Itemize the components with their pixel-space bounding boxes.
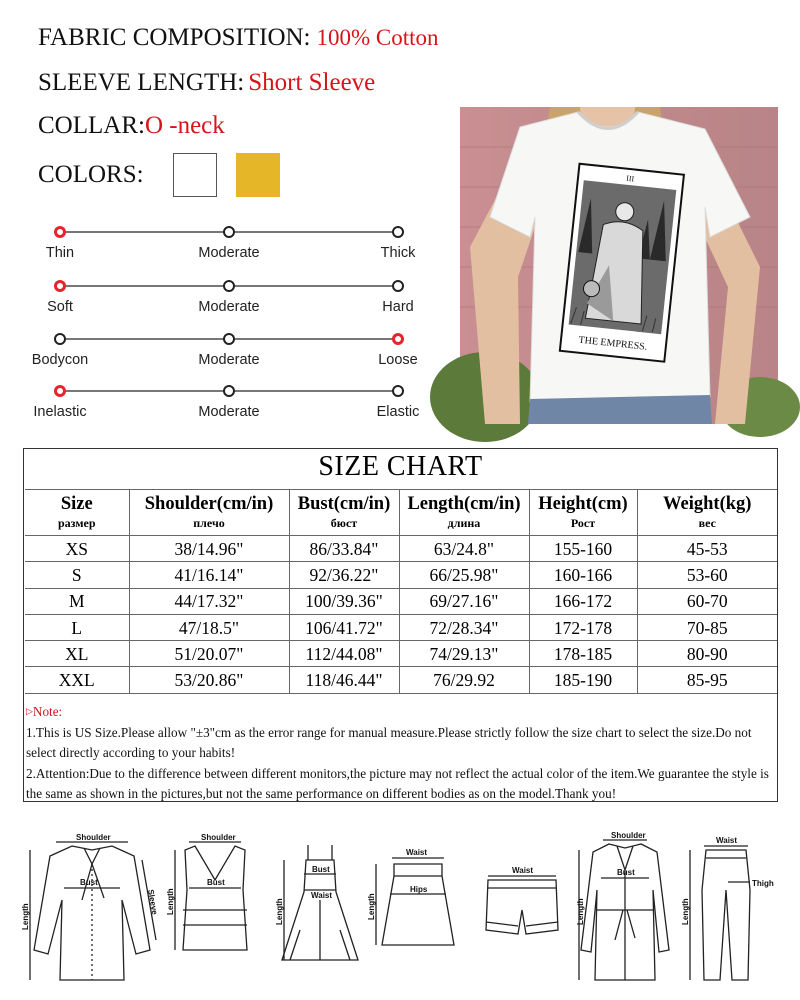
table-row — [25, 562, 777, 588]
note-line-2: 2.Attention:Due to the difference between different monitors,the picture may not reflect the actual color of the item.We guarantee the style is the same as shown in the pictures,but not the same performance on different bodies as on the model.Thank you! — [26, 765, 769, 801]
shirt-shoulder-label: Shoulder — [76, 833, 111, 842]
color-swatch-yellow[interactable] — [236, 153, 280, 197]
shirt-measure-diagram — [22, 830, 162, 990]
coat-shoulder-label: Shoulder — [611, 831, 646, 840]
pants-measure-diagram — [680, 830, 780, 1000]
cell-bust: 118/46.44" — [289, 667, 399, 693]
scale-dot-right — [392, 385, 404, 397]
scale-label-hard: Hard — [382, 299, 414, 315]
scale-label-loose: Loose — [378, 352, 418, 368]
skirt-measure-diagram — [368, 830, 468, 990]
coat-length-label: Length — [576, 898, 585, 925]
cell-shoulder: 53/20.86" — [129, 667, 289, 693]
scale-label-moderate: Moderate — [198, 352, 260, 368]
cell-length: 69/27.16" — [399, 588, 529, 614]
scale-dot-left — [54, 280, 66, 292]
table-row — [25, 536, 777, 562]
sleeve-length — [38, 69, 375, 97]
tank-measure-diagram — [165, 830, 265, 990]
header-height: Height(cm) Рост — [529, 490, 637, 536]
cell-length: 74/29.13" — [399, 641, 529, 667]
cell-weight: 85-95 — [637, 667, 777, 693]
cell-shoulder: 47/18.5" — [129, 614, 289, 640]
header-weight: Weight(kg) вес — [637, 490, 777, 536]
cell-shoulder: 38/14.96" — [129, 536, 289, 562]
coat-measure-diagram — [575, 830, 675, 1000]
scale-label-thick: Thick — [380, 245, 416, 261]
shirt-length-label: Length — [21, 903, 30, 930]
cell-height: 185-190 — [529, 667, 637, 693]
scale-softness — [22, 278, 422, 328]
table-row — [25, 588, 777, 614]
cell-bust: 112/44.08" — [289, 641, 399, 667]
scale-dot-middle — [223, 280, 235, 292]
dress-bust-label: Bust — [312, 865, 330, 874]
dress-waist-label: Waist — [311, 891, 333, 900]
scale-label-elastic: Elastic — [376, 404, 420, 420]
cell-size: XL — [25, 641, 129, 667]
triangle-icon: ▷ — [26, 706, 33, 716]
scale-dot-right — [392, 333, 404, 345]
cell-bust: 100/39.36" — [289, 588, 399, 614]
skirt-length-label: Length — [367, 893, 376, 920]
scale-dot-middle — [223, 385, 235, 397]
size-chart-table — [25, 489, 777, 694]
cell-weight: 53-60 — [637, 562, 777, 588]
size-chart-title: SIZE CHART — [318, 451, 483, 482]
table-row — [25, 667, 777, 693]
cell-weight: 80-90 — [637, 641, 777, 667]
tank-length-label: Length — [166, 888, 175, 915]
cell-bust: 92/36.22" — [289, 562, 399, 588]
cell-weight: 45-53 — [637, 536, 777, 562]
scale-thickness — [22, 224, 422, 274]
scale-label-moderate: Moderate — [198, 245, 260, 261]
skirt-waist-label: Waist — [406, 848, 428, 857]
scale-label-soft: Soft — [47, 299, 73, 315]
fabric-label: FABRIC COMPOSITION: — [38, 24, 311, 51]
cell-shoulder: 44/17.32" — [129, 588, 289, 614]
cell-height: 155-160 — [529, 536, 637, 562]
cell-size: L — [25, 614, 129, 640]
cell-length: 66/25.98" — [399, 562, 529, 588]
scale-elasticity — [22, 383, 422, 433]
tank-shoulder-label: Shoulder — [201, 833, 236, 842]
product-photo — [460, 107, 778, 424]
pants-thigh-label: Thigh — [752, 879, 774, 888]
cell-height: 160-166 — [529, 562, 637, 588]
scale-label-thin: Thin — [45, 245, 75, 261]
shirt-sleeve-label: Sleeve — [146, 888, 160, 916]
size-notes — [26, 701, 775, 805]
colors — [38, 161, 144, 189]
cell-size: XXL — [25, 667, 129, 693]
collar-label: COLLAR: — [38, 112, 145, 139]
note-title: ▷Note: — [26, 704, 63, 719]
shirt-bust-label: Bust — [80, 878, 98, 887]
collar-value: O -neck — [144, 112, 225, 139]
scale-dot-left — [54, 226, 66, 238]
scale-label-inelastic: Inelastic — [33, 404, 87, 420]
cell-size: S — [25, 562, 129, 588]
cell-shoulder: 41/16.14" — [129, 562, 289, 588]
scale-dot-middle — [223, 226, 235, 238]
scale-dot-left — [54, 385, 66, 397]
header-length: Length(cm/in) длина — [399, 490, 529, 536]
scale-dot-right — [392, 226, 404, 238]
header-size: Size размер — [25, 490, 129, 536]
cell-size: M — [25, 588, 129, 614]
skirt-hips-label: Hips — [410, 885, 428, 894]
cell-bust: 106/41.72" — [289, 614, 399, 640]
cell-weight: 60-70 — [637, 588, 777, 614]
cell-weight: 70-85 — [637, 614, 777, 640]
size-chart — [23, 448, 778, 802]
cell-size: XS — [25, 536, 129, 562]
dress-measure-diagram — [270, 830, 365, 990]
table-row — [25, 614, 777, 640]
collar — [38, 112, 225, 140]
scale-dot-left — [54, 333, 66, 345]
scale-dot-middle — [223, 333, 235, 345]
scale-fit — [22, 331, 422, 381]
cell-height: 166-172 — [529, 588, 637, 614]
coat-bust-label: Bust — [617, 868, 635, 877]
model-tshirt-illustration — [460, 107, 778, 424]
shorts-waist-label: Waist — [512, 866, 534, 875]
table-row — [25, 641, 777, 667]
shorts-measure-diagram — [472, 830, 572, 990]
scale-label-moderate: Moderate — [198, 404, 260, 420]
note-line-1: 1.This is US Size.Please allow "±3"cm as the error range for manual measure.Please strictly follow the size chart to select the size.Do not select directly according to your habits! — [26, 724, 752, 760]
sleeve-value: Short Sleeve — [248, 69, 376, 96]
header-bust: Bust(cm/in) бюст — [289, 490, 399, 536]
sleeve-label: SLEEVE LENGTH: — [38, 69, 245, 96]
cell-length: 63/24.8" — [399, 536, 529, 562]
colors-label: COLORS: — [38, 161, 144, 188]
cell-length: 72/28.34" — [399, 614, 529, 640]
tank-bust-label: Bust — [207, 878, 225, 887]
cell-height: 178-185 — [529, 641, 637, 667]
cell-shoulder: 51/20.07" — [129, 641, 289, 667]
color-swatch-white[interactable] — [173, 153, 217, 197]
scale-label-bodycon: Bodycon — [31, 352, 89, 368]
scale-dot-right — [392, 280, 404, 292]
fabric-composition — [38, 24, 439, 52]
card-caption: THE EMPRESS. — [578, 334, 648, 353]
card-numeral: III — [625, 173, 635, 184]
fabric-value: 100% Cotton — [316, 25, 439, 50]
cell-height: 172-178 — [529, 614, 637, 640]
pants-length-label: Length — [681, 898, 690, 925]
cell-length: 76/29.92 — [399, 667, 529, 693]
scale-label-moderate: Moderate — [198, 299, 260, 315]
pants-waist-label: Waist — [716, 836, 738, 845]
header-shoulder: Shoulder(cm/in) плечо — [129, 490, 289, 536]
table-header-row — [25, 490, 777, 536]
cell-bust: 86/33.84" — [289, 536, 399, 562]
dress-length-label: Length — [275, 898, 284, 925]
